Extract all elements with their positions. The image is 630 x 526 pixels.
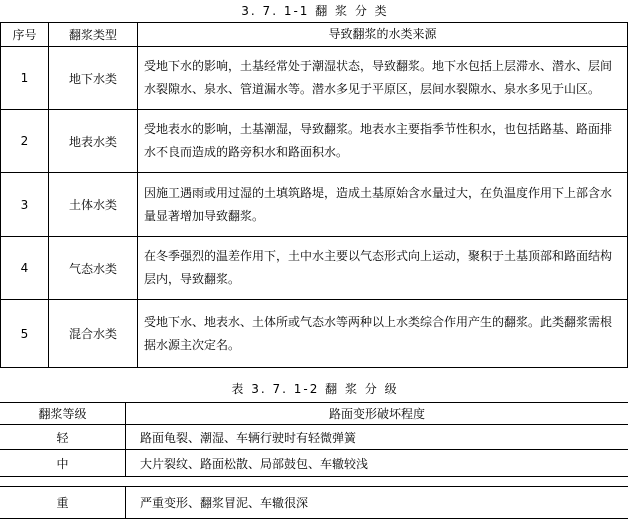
row-source: 因施工遇雨或用过湿的土填筑路堤，造成土基原始含水量过大，在负温度作用下上部含水量显著增加导致翻浆。 bbox=[138, 173, 628, 237]
table-row bbox=[1, 173, 628, 237]
header-grade: 翻浆等级 bbox=[0, 403, 126, 425]
row-type: 地下水类 bbox=[49, 47, 138, 110]
table-row bbox=[1, 110, 628, 173]
table-row bbox=[1, 47, 628, 110]
header-type: 翻浆类型 bbox=[49, 23, 138, 47]
table1-header-row bbox=[1, 23, 628, 47]
header-damage: 路面变形破坏程度 bbox=[126, 403, 629, 425]
row-grade: 重 bbox=[0, 487, 126, 519]
row-source: 受地下水、地表水、土体所或气态水等两种以上水类综合作用产生的翻浆。此类翻浆需根据水源主次定名。 bbox=[138, 300, 628, 368]
row-no: 5 bbox=[1, 300, 49, 368]
row-type: 气态水类 bbox=[49, 237, 138, 300]
row-no: 2 bbox=[1, 110, 49, 173]
row-source: 在冬季强烈的温差作用下，土中水主要以气态形式向上运动，聚积于土基顶部和路面结构层内，导致翻浆。 bbox=[138, 237, 628, 300]
gap-cell bbox=[0, 477, 126, 487]
table-row bbox=[0, 425, 628, 450]
row-no: 1 bbox=[1, 47, 49, 110]
row-no: 4 bbox=[1, 237, 49, 300]
row-type: 地表水类 bbox=[49, 110, 138, 173]
table1-title: 3. 7. 1-1 翻 浆 分 类 bbox=[241, 4, 389, 18]
water-source-classification-table bbox=[0, 22, 628, 368]
row-grade: 中 bbox=[0, 450, 126, 477]
table-row bbox=[1, 237, 628, 300]
header-source: 导致翻浆的水类来源 bbox=[138, 23, 628, 47]
row-source: 受地下水的影响，土基经常处于潮湿状态，导致翻浆。地下水包括上层滞水、潜水、层间水裂隙水、泉水、管道漏水等。潜水多见于平原区，层间水裂隙水、泉水多见于山区。 bbox=[138, 47, 628, 110]
table-row bbox=[1, 300, 628, 368]
row-source: 受地表水的影响，土基潮湿，导致翻浆。地表水主要指季节性积水，也包括路基、路面排水不良而造成的路旁积水和路面积水。 bbox=[138, 110, 628, 173]
table-row bbox=[0, 487, 628, 519]
row-grade: 轻 bbox=[0, 425, 126, 450]
damage-grade-table bbox=[0, 402, 628, 519]
gap-cell bbox=[126, 477, 629, 487]
table2-title: 表 3. 7. 1-2 翻 浆 分 级 bbox=[231, 382, 399, 396]
row-type: 土体水类 bbox=[49, 173, 138, 237]
header-no: 序号 bbox=[1, 23, 49, 47]
row-damage: 严重变形、翻浆冒泥、车辙很深 bbox=[126, 487, 629, 519]
table-row bbox=[0, 450, 628, 477]
row-type: 混合水类 bbox=[49, 300, 138, 368]
row-damage: 路面龟裂、潮湿、车辆行驶时有轻微弹簧 bbox=[126, 425, 629, 450]
table2-header-row bbox=[0, 403, 628, 425]
table-gap-row bbox=[0, 477, 628, 487]
row-damage: 大片裂纹、路面松散、局部鼓包、车辙较浅 bbox=[126, 450, 629, 477]
row-no: 3 bbox=[1, 173, 49, 237]
